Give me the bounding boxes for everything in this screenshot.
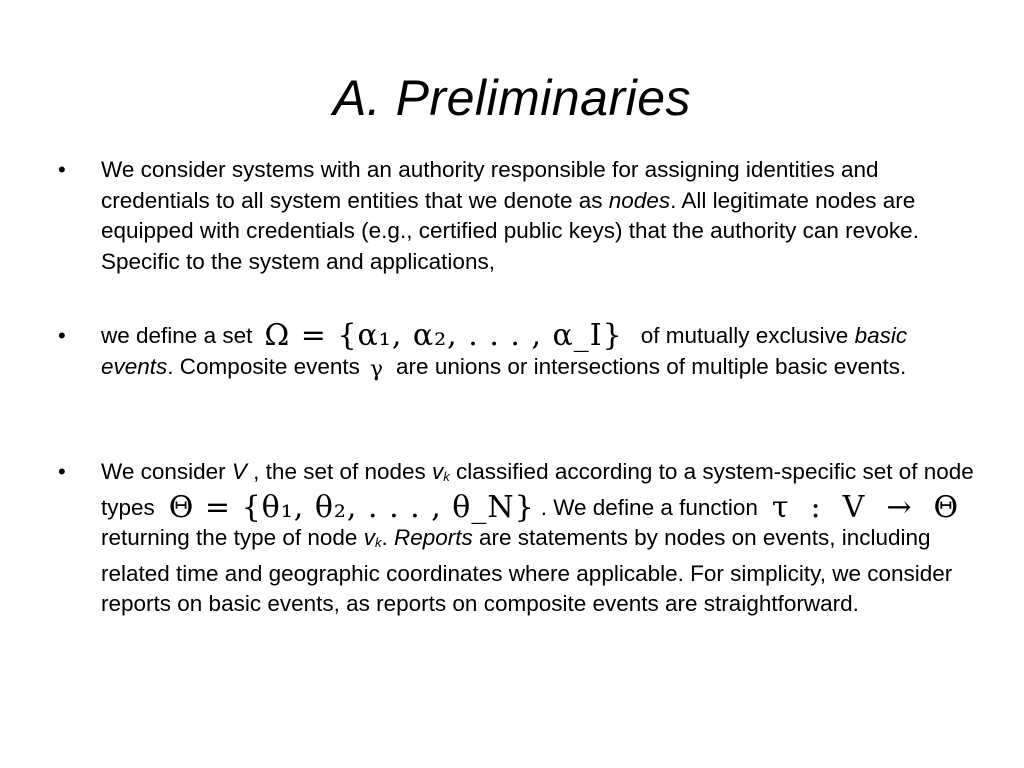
colon-symbol: : xyxy=(810,489,821,525)
emphasis-basic: basic xyxy=(854,323,908,348)
subscript-k: k xyxy=(374,535,382,550)
tau-symbol: τ xyxy=(771,489,789,525)
slide-title: A. Preliminaries xyxy=(332,70,692,126)
text-run: are unions or intersections of multiple basic events. xyxy=(396,353,907,379)
text-run: . xyxy=(381,525,394,550)
emphasis-reports: Reports xyxy=(393,525,473,550)
text-run: . We define a function xyxy=(540,494,758,520)
text-run: . All legitimate nodes are equipped with credentials (e.g., certified public keys) that the authority can revoke. Specific to the system and applications, xyxy=(101,187,919,274)
subscript-k: k xyxy=(443,469,450,484)
gamma-symbol: γ xyxy=(369,356,385,382)
variable-V: V xyxy=(231,459,247,484)
arrow-symbol: → xyxy=(886,489,912,525)
text-run: . Composite events xyxy=(167,353,360,379)
text-run: returning the type of node xyxy=(101,525,364,550)
bullet-marker: • xyxy=(58,459,66,484)
text-run: are statements by nodes on events, including related time and geographic coordinates where applicable. For simplicity, we consider reports on basic events, as reports on composite events are straightforward. xyxy=(101,525,953,616)
text-run: we define a set xyxy=(101,323,253,348)
text-run: of mutually exclusive xyxy=(640,323,855,348)
variable-v: v xyxy=(363,525,375,550)
bullet-marker: • xyxy=(58,157,66,182)
tau-mapping-formula xyxy=(771,489,959,525)
omega-set-formula: Ω = {α₁, α₂, . . . , α_I} xyxy=(264,318,623,353)
bullet-marker: • xyxy=(58,323,66,348)
text-run: classified according to a system-specific set of node types xyxy=(101,459,974,520)
bullet-paragraph-authority xyxy=(101,155,981,277)
theta-set-formula: Θ = {θ₁, θ₂, . . . , θ_N} xyxy=(168,489,535,525)
emphasis-events: events xyxy=(101,353,168,379)
bullet-paragraph-node-types xyxy=(101,457,981,620)
Theta-symbol: Θ xyxy=(933,489,959,525)
V-symbol: V xyxy=(842,489,865,525)
bullet-paragraph-basic-events xyxy=(101,318,981,384)
text-run: We consider xyxy=(101,459,232,484)
text-run: , the set of nodes xyxy=(246,459,433,484)
variable-v: v xyxy=(432,459,444,484)
emphasis-nodes: nodes xyxy=(608,187,671,213)
text-run: We consider systems with an authority responsible for assigning identities and credentials to all system entities that we denote as xyxy=(101,157,879,213)
